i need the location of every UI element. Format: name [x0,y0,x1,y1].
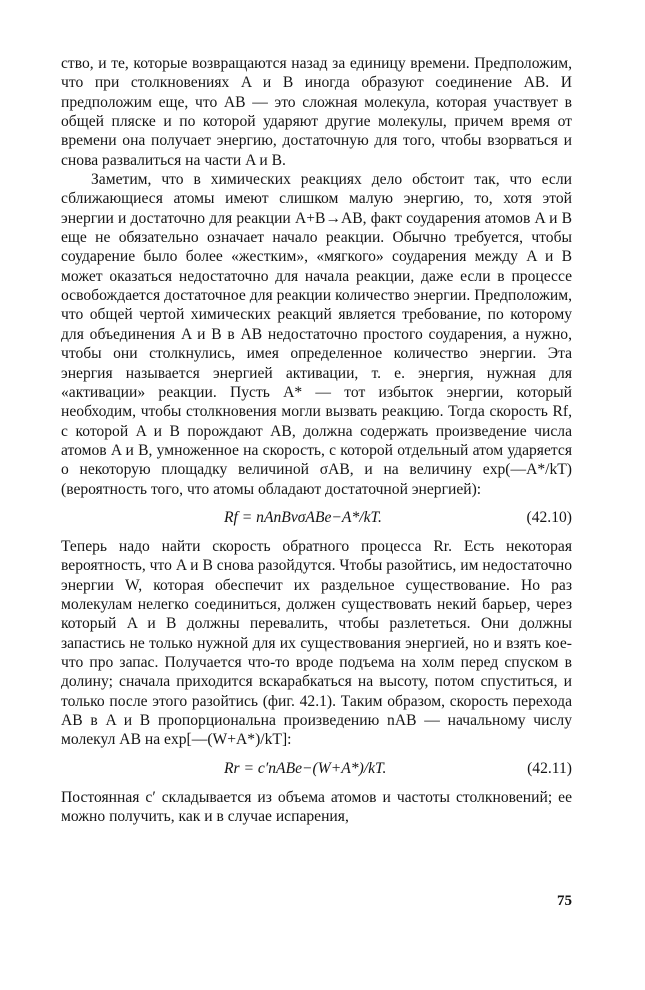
equation-42-10-formula: Rf = nAnBvσABe−A*/kT. [224,508,382,526]
equation-42-10 [61,499,572,537]
equation-42-10-number: (42.10) [526,508,572,526]
equation-42-11-number: (42.11) [527,759,572,777]
page-number: 75 [557,893,572,909]
paragraph-4: Постоянная c′ складывается из объема атомов и частоты столкновений; ее можно получить, как и в случае испарения, [61,788,572,826]
paragraph-1: ство, и те, которые возвращаются назад за единицу времени. Предположим, что при столкновениях A и B иногда образуют соединение AB. И предположим еще, что AB — это сложная молекула, которая участвует в общей пляске и по которой ударяют другие молекулы, причем время от времени она получает энергию, достаточную для того, чтобы взорваться и снова развалиться на части A и B. [61,55,572,169]
equation-42-11 [61,750,572,788]
paragraph-2: Заметим, что в химических реакциях дело обстоит так, что если сближающиеся атомы имеют слишком малую энергию, то, хотя этой энергии и достаточно для реакции A+B→AB, факт соударения атомов A и B еще не обязательно означает начало реакции. Обычно требуется, чтобы соударение было более «жестким», «мягкого» соударения между A и B может оказаться недостаточно для начала реакции, даже если в процессе освобождается достаточное для реакции количество энергии. Предположим, что общей чертой химических реакций является требование, по которому для объединения A и B в AB недостаточно простого соударения, а нужно, чтобы они столкнулись, имея определенное количество энергии. Эта энергия называется энергией активации, т. е. энергия, нужная для «активации» реакции. Пусть A* — тот избыток энергии, который необходим, чтобы столкновения могли вызвать реакцию. Тогда скорость Rf, с которой A и B порождают AB, должна содержать произведение числа атомов A и B, умноженное на скорость, с которой отдельный атом ударяется о некоторую площадку величиной σAB, и на величину exp(—A*/kT) (вероятность того, что атомы обладают достаточной энергией): [61,171,572,498]
paragraph-3: Теперь надо найти скорость обратного процесса Rr. Есть некоторая вероятность, что A и B снова разойдутся. Чтобы разойтись, им недостаточно энергии W, которая обеспечит их раздельное существование. Но раз молекулам нелегко соединиться, должен существовать некий барьер, через который A и B должны перевалить, чтобы разлететься. Они должны запастись не только нужной для их существования энергией, но и взять кое-что про запас. Получается что-то вроде подъема на холм перед спуском в долину; сначала приходится вскарабкаться на высоту, потом спуститься, и только после этого разойтись (фиг. 42.1). Таким образом, скорость перехода AB в A и B пропорциональна произведению nAB — начальному числу молекул AB на exp[—(W+A*)/kT]: [61,537,572,749]
equation-42-11-formula: Rr = c′nABe−(W+A*)/kT. [224,759,387,777]
body-text [61,54,572,826]
